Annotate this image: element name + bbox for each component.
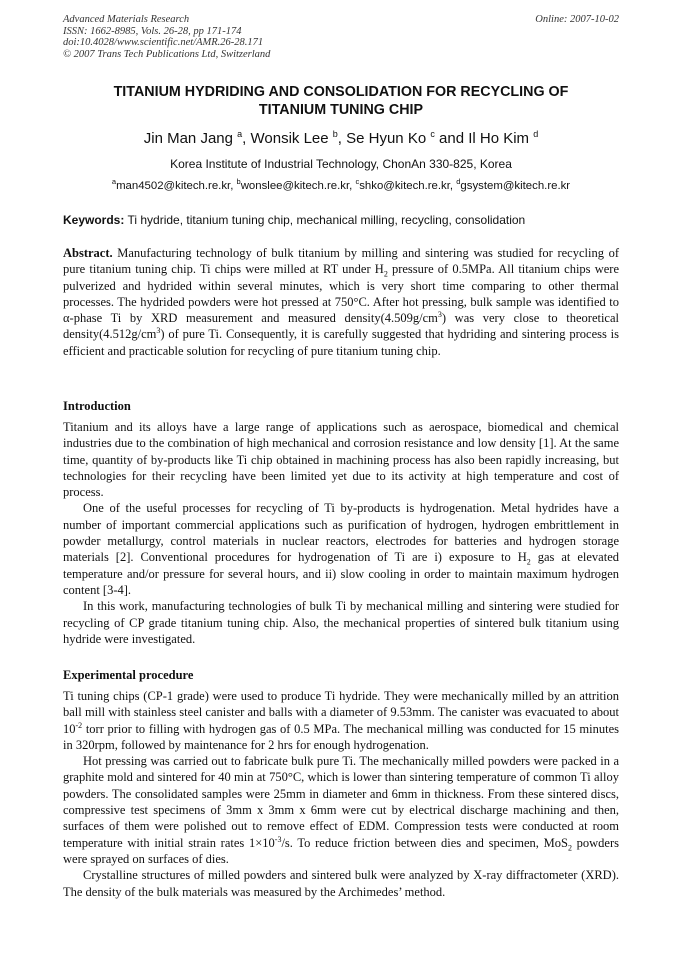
exp-p2-text-b: /s. To reduce friction between dies and specimen, MoS	[281, 835, 568, 850]
author-2-mark: b	[332, 129, 338, 139]
exp-p2-text-a: Hot pressing was carried out to fabricate bulk pure Ti. The mechanically milled powders were packed in a graphite mold and sintered for 40 min at 750°C, which is lower than sintering temperature of common Ti alloy powders. The consolidated samples were 25mm in diameter and 6mm in thickness. From these sintered discs, compressive test specimens of 3mm x 3mm x 6mm were cut by electrical discharge machining and then, surfaces of them were polished out to remove effect of EDM. Compression tests were conducted at room temperature with initial strain rates 1×10	[63, 754, 619, 850]
email-3: shko@kitech.re.kr,	[359, 180, 457, 192]
copyright: © 2007 Trans Tech Publications Ltd, Switzerland	[63, 48, 271, 60]
author-2: , Wonsik Lee	[242, 130, 329, 147]
author-4: and Il Ho Kim	[439, 130, 530, 147]
intro-p2-text-b: gas at elevated temperature and/or pressure for several hours, and ii) slow cooling in order to maintain maximum hydrogen content [3-4].	[63, 550, 619, 597]
introduction-body	[63, 419, 619, 647]
exp-p2-sup: -3	[274, 834, 282, 844]
doi: doi:10.4028/www.scientific.net/AMR.26-28.171	[63, 37, 264, 49]
exp-p2-sub: 2	[567, 843, 572, 853]
exp-p1-text-a: Ti tuning chips (CP-1 grade) were used to produce Ti hydride. They were mechanically milled by an attrition ball mill with stainless steel canister and balls with a diameter of 9.53mm. The canister was evacuated to about 10	[63, 689, 619, 736]
experimental-heading: Experimental procedure	[63, 668, 194, 682]
title-line-2: TITANIUM TUNING CHIP	[258, 102, 424, 118]
email-3-mark: c	[355, 177, 360, 187]
exp-paragraph-1	[63, 688, 619, 753]
introduction-heading: Introduction	[63, 399, 131, 413]
keywords-label: Keywords:	[63, 213, 125, 227]
exp-p1-sup: -2	[75, 720, 83, 730]
email-1: man4502@kitech.re.kr,	[116, 180, 237, 192]
email-2-mark: b	[236, 177, 241, 187]
issn: ISSN: 1662-8985, Vols. 26-28, pp 171-174	[63, 25, 242, 37]
intro-p2-sub: 2	[526, 557, 531, 567]
email-1-mark: a	[111, 177, 117, 187]
exp-p1-text-b: torr prior to filling with hydrogen gas of 0.5 MPa. The mechanical milling was conducted for 15 minutes in 320rpm, followed by maintenance for 2 hrs for enough hydrogenation.	[63, 721, 619, 752]
author-1: Jin Man Jang	[143, 130, 233, 147]
exp-p2-text-c: powders were sprayed on surfaces of dies.	[63, 835, 619, 866]
abstract	[63, 245, 619, 359]
abstract-text-4: ) of pure Ti. Consequently, it is carefully suggested that hydriding and sintering process is efficient and practicable solution for recycling of pure titanium tuning chip.	[63, 327, 619, 358]
author-list	[63, 129, 619, 149]
abstract-text-1: Manufacturing technology of bulk titanium by milling and sintering was studied for recycling of pure titanium tuning chip. Ti chips were milled at RT under H	[63, 246, 619, 277]
abstract-sup-2: 3	[156, 326, 161, 336]
experimental-body	[63, 688, 619, 900]
exp-paragraph-2	[63, 753, 619, 867]
author-4-mark: d	[533, 129, 539, 139]
author-3: , Se Hyun Ko	[337, 130, 427, 147]
journal-header	[63, 14, 619, 60]
abstract-sup-1: 3	[437, 310, 442, 320]
keywords-text: Ti hydride, titanium tuning chip, mechanical milling, recycling, consolidation	[124, 213, 526, 227]
intro-paragraph-3: In this work, manufacturing technologies of bulk Ti by mechanical milling and sintering were studied for recycling of CP grade titanium tuning chip. Also, the mechanical properties of sintered bulk titanium using hydride were investigated.	[63, 599, 619, 646]
exp-paragraph-3: Crystalline structures of milled powders and sintered bulk were analyzed by X-ray diffractometer (XRD). The density of the bulk materials was measured by the Archimedes’ method.	[63, 868, 619, 899]
affiliation: Korea Institute of Industrial Technology, ChonAn 330-825, Korea	[170, 157, 512, 171]
abstract-label: Abstract.	[63, 246, 113, 260]
title-line-1: TITANIUM HYDRIDING AND CONSOLIDATION FOR RECYCLING OF	[113, 84, 569, 100]
abstract-sub-1: 2	[383, 269, 388, 279]
intro-paragraph-2	[63, 500, 619, 598]
abstract-text-2: pressure of 0.5MPa. All titanium chips were pulverized and hydrided within several minutes, which is very short time comparing to other thermal processes. The hydrided powders were hot pressed at 750°C. After hot pressing, bulk sample was identified to α-phase Ti by XRD measurement and measured density(4.509g/cm	[63, 262, 619, 326]
email-4: gsystem@kitech.re.kr	[460, 180, 571, 192]
intro-p2-text-a: One of the useful processes for recycling of Ti by-products is hydrogenation. Metal hydrides have a number of important commercial applications such as purification of hydrogen, hydrogen embrittlement in powder metallurgy, control materials in nuclear reactors, electrodes for batteries and hydrogen storage materials [2]. Conventional procedures for hydrogenation of Ti are i) exposure to H	[63, 501, 619, 565]
journal-name: Advanced Materials Research	[63, 14, 190, 25]
author-3-mark: c	[430, 129, 435, 139]
intro-paragraph-1: Titanium and its alloys have a large range of applications such as aerospace, biomedical and chemical industries due to the combination of high mechanical and corrosion resistance and low density [1]. At the same time, quantity of by-products like Ti chip obtained in machining process has also been rapidly increasing, but technologies for their recycling have been limited yet due to its activity at high temperature and cost of process.	[63, 420, 619, 500]
keywords	[63, 212, 619, 228]
online-date: Online: 2007-10-02	[535, 14, 619, 25]
email-4-mark: d	[456, 177, 461, 187]
paper-title	[63, 83, 619, 119]
email-2: wonslee@kitech.re.kr,	[240, 180, 356, 192]
abstract-text-3: ) was very close to theoretical density(4.512g/cm	[63, 311, 620, 342]
email-list	[63, 178, 619, 194]
author-1-mark: a	[237, 129, 243, 139]
